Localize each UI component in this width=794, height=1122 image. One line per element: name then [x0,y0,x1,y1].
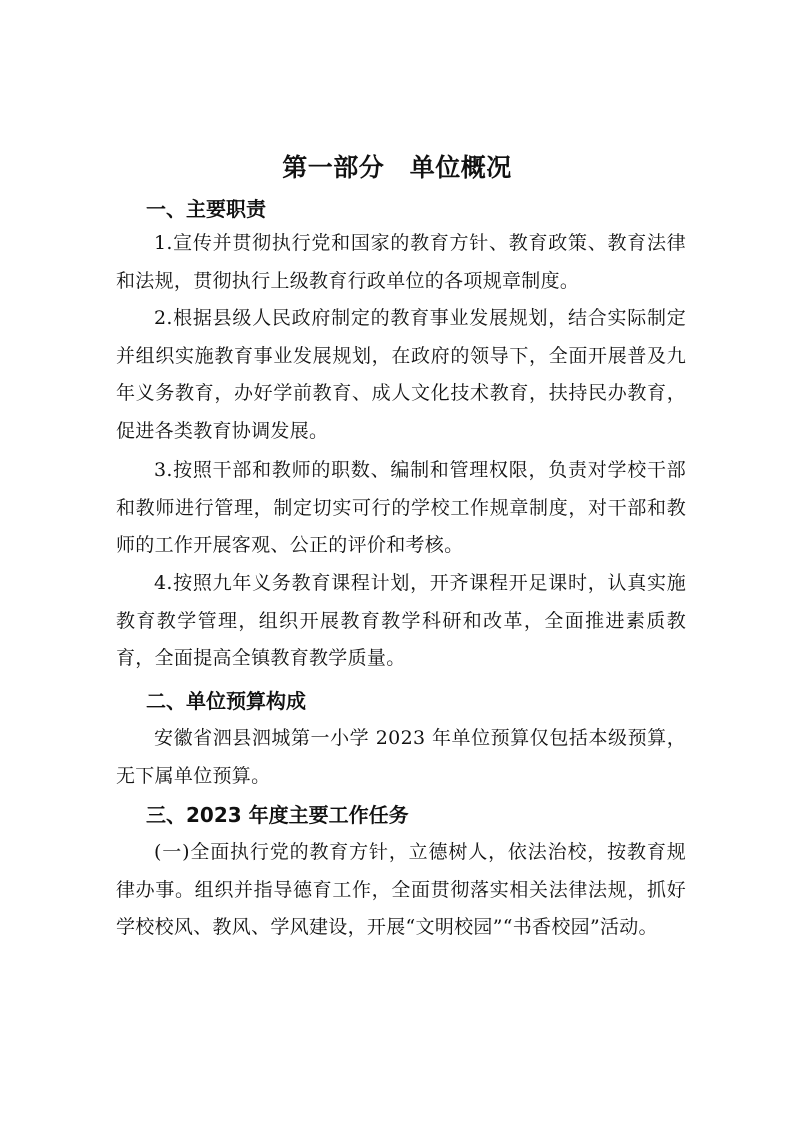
page-title: 第一部分 单位概况 [282,153,512,182]
duty-paragraph-2: 2.根据县级人民政府制定的教育事业发展规划，结合实际制定并组织实施教育事业发展规划，在政府的领导下，全面开展普及九年义务教育，办好学前教育、成人文化技术教育，扶持民办教育，促进各类教育协调发展。 [116,307,686,442]
duty-paragraph-1: 1.宣传并贯彻执行党和国家的教育方针、教育政策、教育法律和法规，贯彻执行上级教育行政单位的各项规章制度。 [116,232,686,292]
task-paragraph-1: (一)全面执行党的教育方针，立德树人，依法治校，按教育规律办事。组织并指导德育工作，全面贯彻落实相关法律法规，抓好学校校风、教风、学风建设，开展“文明校园”“书香校园”活动。 [116,841,686,939]
duty-paragraph-3: 3.按照干部和教师的职数、编制和管理权限，负责对学校干部和教师进行管理，制定切实可行的学校工作规章制度，对干部和教师的工作开展客观、公正的评价和考核。 [116,459,686,557]
section-heading-main-tasks: 三、2023 年度主要工作任务 [146,803,409,827]
budget-paragraph: 安徽省泗县泗城第一小学 2023 年单位预算仅包括本级预算，无下属单位预算。 [116,727,686,787]
section-heading-main-duties: 一、主要职责 [146,197,266,221]
duty-paragraph-4: 4.按照九年义务教育课程计划，开齐课程开足课时，认真实施教育教学管理，组织开展教育教学科研和改革，全面推进素质教育，全面提高全镇教育教学质量。 [116,572,686,670]
section-heading-budget-composition: 二、单位预算构成 [146,689,306,713]
